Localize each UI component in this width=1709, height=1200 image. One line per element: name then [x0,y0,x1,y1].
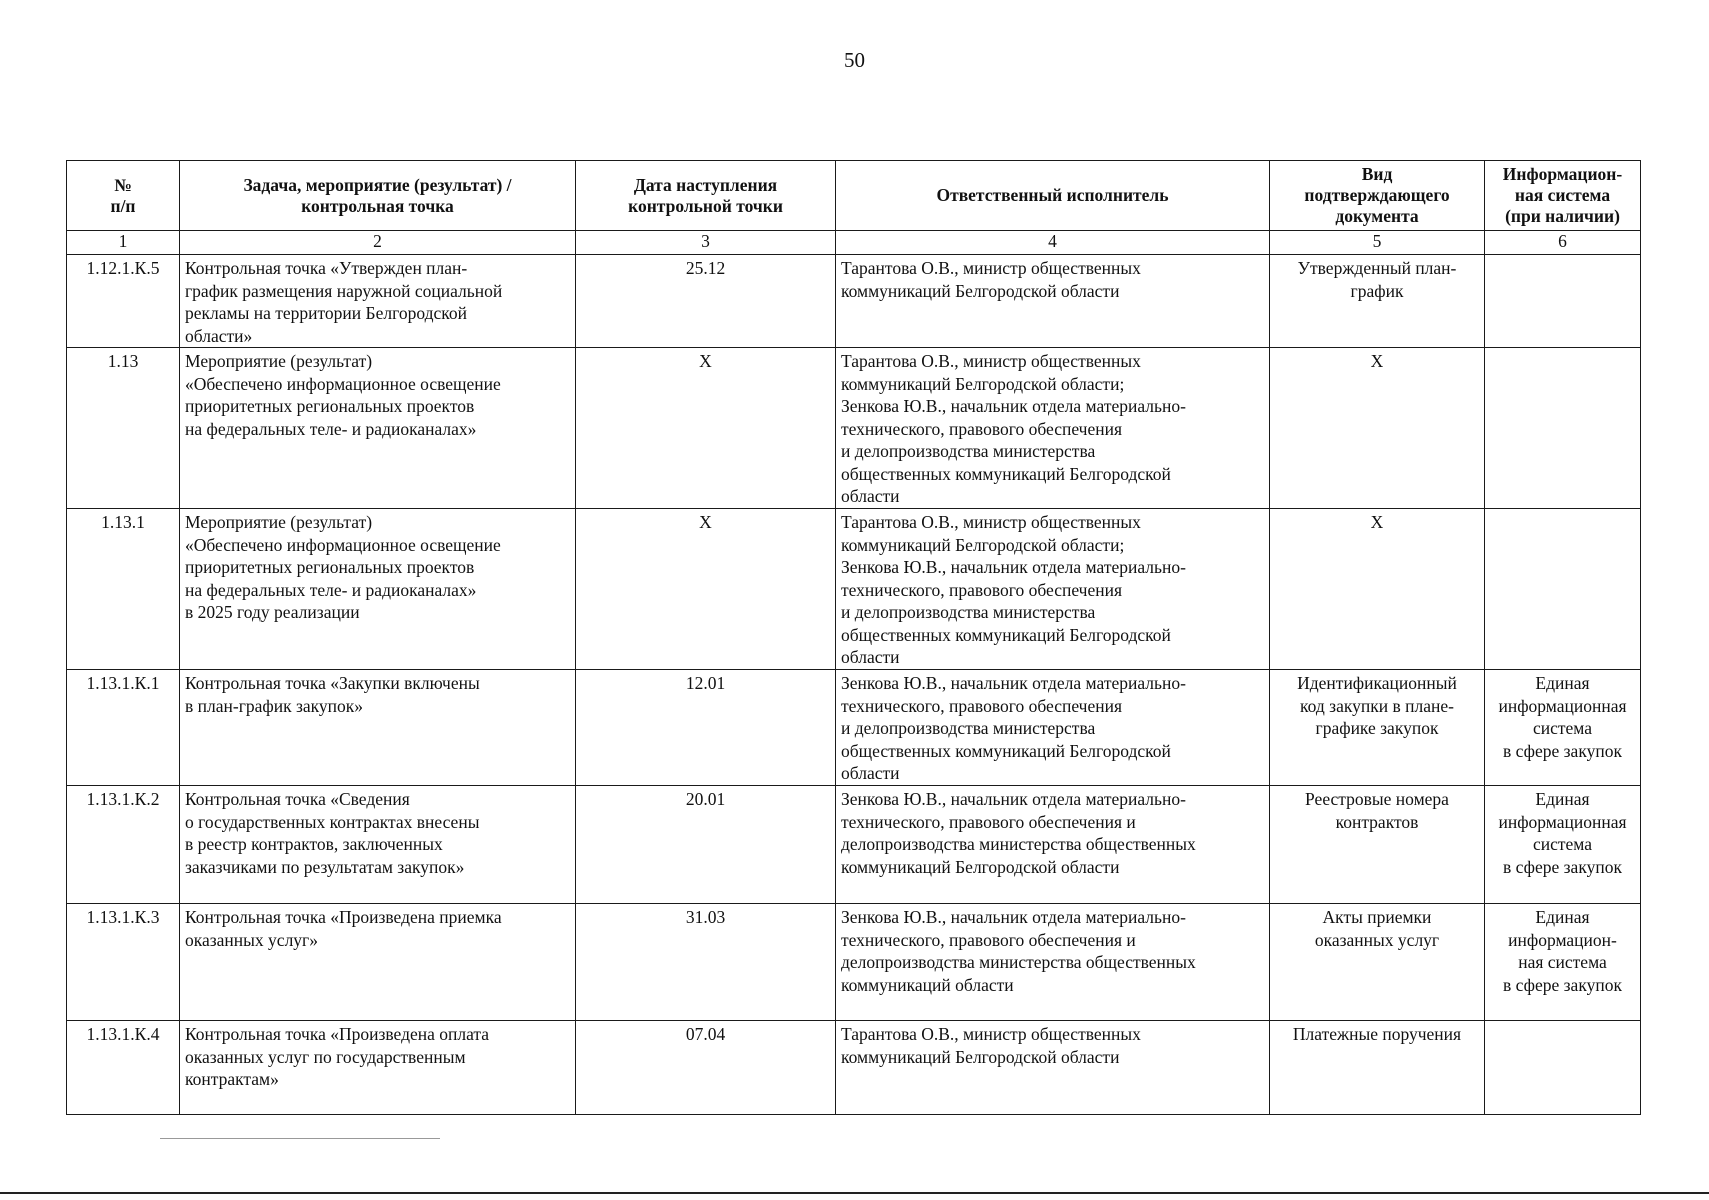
header-number: № п/п [67,161,180,231]
row-executor: Зенкова Ю.В., начальник отдела материально- технического, правового обеспечения и делопроизводства министерства общественных коммуникаций Белгородской области [836,670,1270,786]
header-info-system: Информацион- ная система (при наличии) [1485,161,1641,231]
row-executor: Тарантова О.В., министр общественных коммуникаций Белгородской области [836,1021,1270,1115]
row-info-system [1485,1021,1641,1115]
row-executor: Тарантова О.В., министр общественных коммуникаций Белгородской области; Зенкова Ю.В., начальник отдела материально- технического, правового обеспечения и делопроизводства министерства общественных коммуникаций Белгородской области [836,348,1270,509]
row-date: X [576,348,836,509]
column-number-row [67,231,1641,255]
row-number: 1.13.1.К.2 [67,786,180,904]
row-number: 1.13.1 [67,509,180,670]
column-number: 3 [576,231,836,255]
row-number: 1.13.1.К.1 [67,670,180,786]
row-date: 12.01 [576,670,836,786]
row-executor: Тарантова О.В., министр общественных коммуникаций Белгородской области; Зенкова Ю.В., начальник отдела материально- технического, правового обеспечения и делопроизводства министерства общественных коммуникаций Белгородской области [836,509,1270,670]
row-number: 1.13.1.К.4 [67,1021,180,1115]
row-task: Мероприятие (результат) «Обеспечено информационное освещение приоритетных региональных проектов на федеральных теле- и радиоканалах» [180,348,576,509]
row-document: Идентификационный код закупки в плане- графике закупок [1270,670,1485,786]
row-date: 25.12 [576,255,836,348]
scan-artifact [160,1138,440,1139]
table-header-row [67,161,1641,231]
row-document: Реестровые номера контрактов [1270,786,1485,904]
row-info-system: Единая информацион- ная система в сфере закупок [1485,904,1641,1021]
table-row [67,348,1641,509]
row-task: Мероприятие (результат) «Обеспечено информационное освещение приоритетных региональных проектов на федеральных теле- и радиоканалах» в 2025 году реализации [180,509,576,670]
row-task: Контрольная точка «Закупки включены в план-график закупок» [180,670,576,786]
row-number: 1.13 [67,348,180,509]
row-info-system [1485,255,1641,348]
row-task: Контрольная точка «Сведения о государственных контрактах внесены в реестр контрактов, заключенных заказчиками по результатам закупок» [180,786,576,904]
row-document: X [1270,509,1485,670]
row-document: Утвержденный план- график [1270,255,1485,348]
row-document: Платежные поручения [1270,1021,1485,1115]
row-info-system: Единая информационная система в сфере закупок [1485,786,1641,904]
table-row [67,786,1641,904]
row-number: 1.12.1.К.5 [67,255,180,348]
row-date: X [576,509,836,670]
page-number: 50 [844,48,865,72]
header-date: Дата наступления контрольной точки [576,161,836,231]
page-bottom-rule [0,1192,1709,1194]
control-points-table [66,160,1641,1115]
column-number: 1 [67,231,180,255]
table-row [67,904,1641,1021]
row-date: 07.04 [576,1021,836,1115]
table-row [67,670,1641,786]
table-row [67,255,1641,348]
row-task: Контрольная точка «Произведена оплата оказанных услуг по государственным контрактам» [180,1021,576,1115]
table-row [67,1021,1641,1115]
row-date: 31.03 [576,904,836,1021]
header-executor: Ответственный исполнитель [836,161,1270,231]
row-number: 1.13.1.К.3 [67,904,180,1021]
header-document: Вид подтверждающего документа [1270,161,1485,231]
row-document: X [1270,348,1485,509]
row-date: 20.01 [576,786,836,904]
row-info-system [1485,348,1641,509]
table-row [67,509,1641,670]
row-task: Контрольная точка «Утвержден план- график размещения наружной социальной рекламы на территории Белгородской области» [180,255,576,348]
row-executor: Зенкова Ю.В., начальник отдела материально- технического, правового обеспечения и делопроизводства министерства общественных коммуникаций области [836,904,1270,1021]
header-task: Задача, мероприятие (результат) / контрольная точка [180,161,576,231]
column-number: 2 [180,231,576,255]
row-info-system: Единая информационная система в сфере закупок [1485,670,1641,786]
row-task: Контрольная точка «Произведена приемка оказанных услуг» [180,904,576,1021]
column-number: 4 [836,231,1270,255]
column-number: 5 [1270,231,1485,255]
column-number: 6 [1485,231,1641,255]
row-document: Акты приемки оказанных услуг [1270,904,1485,1021]
row-info-system [1485,509,1641,670]
row-executor: Тарантова О.В., министр общественных коммуникаций Белгородской области [836,255,1270,348]
row-executor: Зенкова Ю.В., начальник отдела материально- технического, правового обеспечения и делопроизводства министерства общественных коммуникаций Белгородской области [836,786,1270,904]
